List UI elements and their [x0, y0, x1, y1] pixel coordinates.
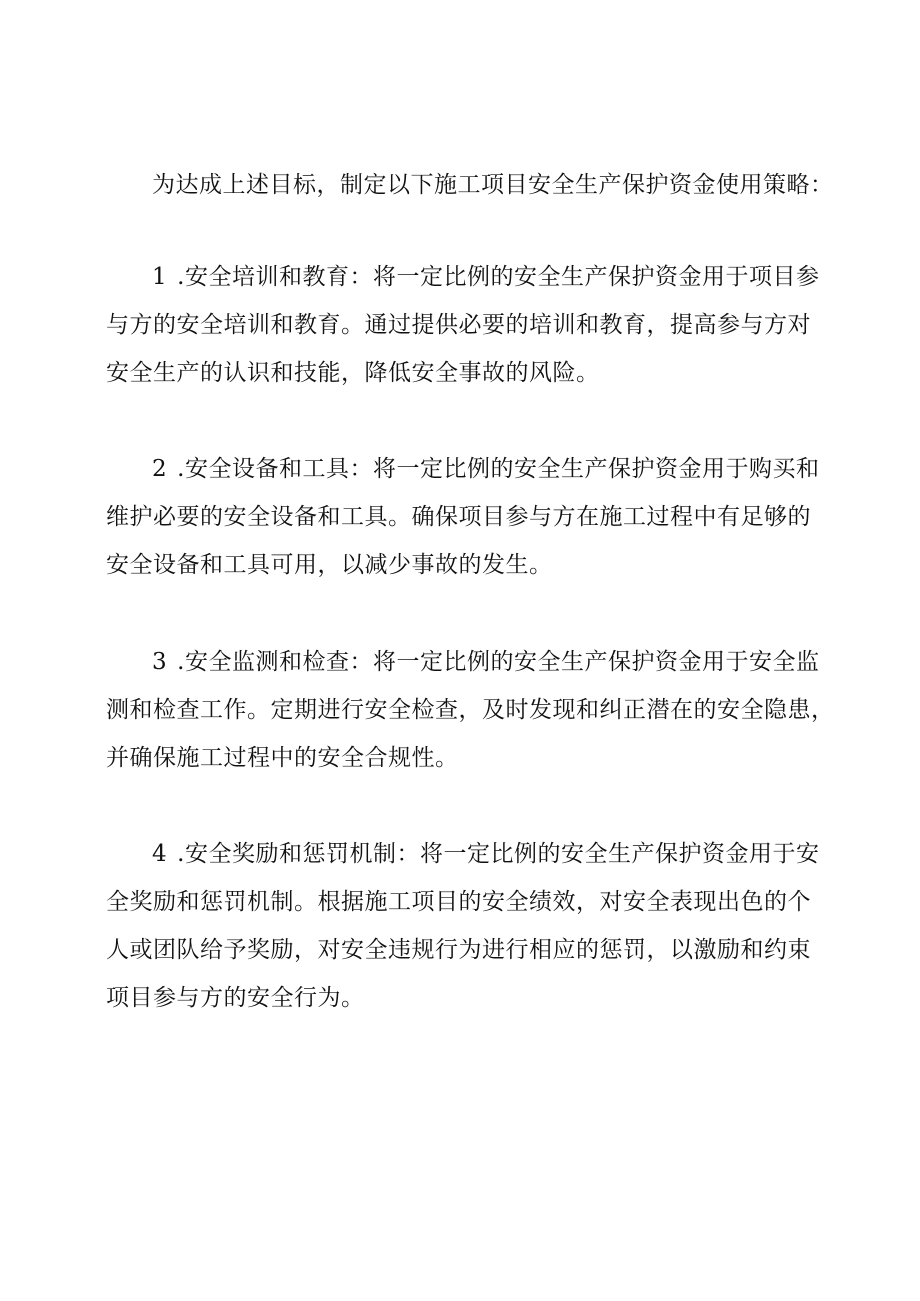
item-2-line-2: 维护必要的安全设备和工具。确保项目参与方在施工过程中有足够的 [106, 504, 811, 530]
item-2-number: 2 [152, 456, 168, 482]
item-3-number: 3 [152, 649, 168, 675]
item-3-line-2: 测和检查工作。定期进行安全检查，及时发现和纠正潜在的安全隐患， [106, 697, 835, 723]
item-2-line-3: 安全设备和工具可用，以减少事故的发生。 [106, 552, 553, 578]
item-2-line-1: 2 .安全设备和工具：将一定比例的安全生产保护资金用于购买和 [152, 456, 820, 482]
item-1-line-2: 与方的安全培训和教育。通过提供必要的培训和教育，提高参与方对 [106, 312, 811, 338]
item-1-line-3: 安全生产的认识和技能，降低安全事故的风险。 [106, 360, 600, 386]
item-4-line-2: 全奖励和惩罚机制。根据施工项目的安全绩效，对安全表现出色的个 [106, 889, 811, 915]
item-1-number: 1 [152, 264, 168, 290]
item-3-line-1: 3 .安全监测和检查：将一定比例的安全生产保护资金用于安全监 [152, 649, 820, 675]
item-4-line-1: 4 .安全奖励和惩罚机制：将一定比例的安全生产保护资金用于安 [152, 841, 820, 867]
item-3-line-3: 并确保施工过程中的安全合规性。 [106, 745, 459, 771]
item-4-line-4: 项目参与方的安全行为。 [106, 985, 365, 1011]
item-1-line-1: 1 .安全培训和教育：将一定比例的安全生产保护资金用于项目参 [152, 264, 820, 290]
intro-paragraph: 为达成上述目标，制定以下施工项目安全生产保护资金使用策略： [152, 172, 834, 198]
item-4-number: 4 [152, 841, 168, 867]
item-4-line-3: 人或团队给予奖励，对安全违规行为进行相应的惩罚，以激励和约束 [106, 937, 811, 963]
